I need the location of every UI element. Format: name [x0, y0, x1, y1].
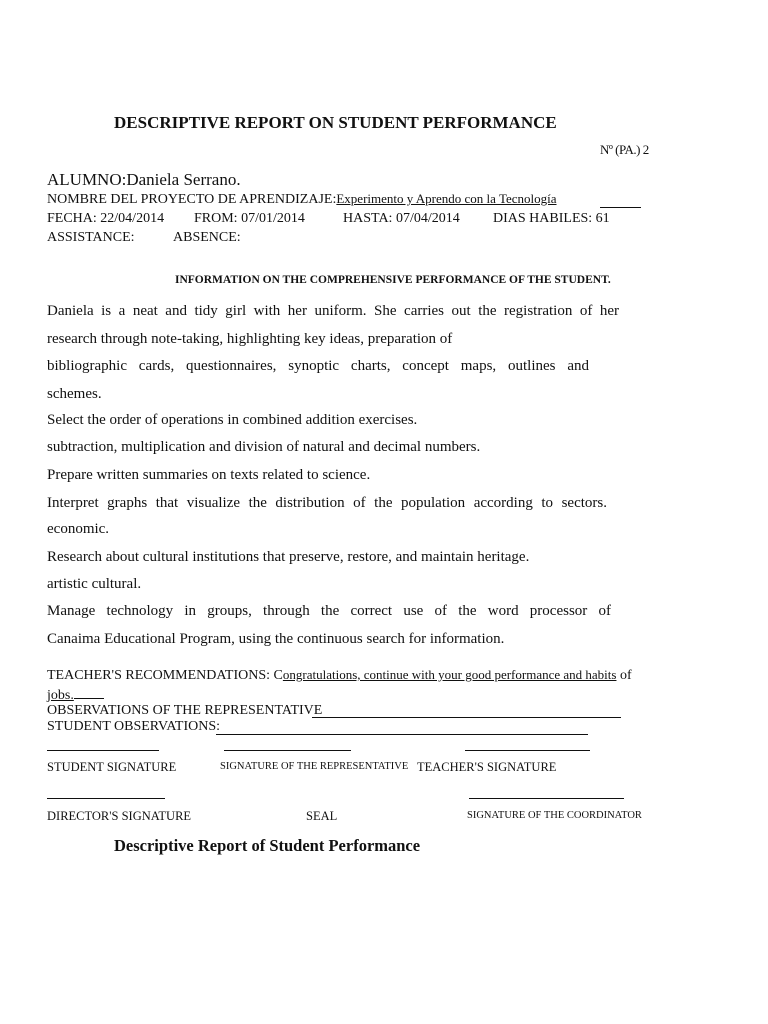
body-line: Interpret graphs that visualize the distribution of the population according to sectors. [47, 495, 607, 511]
report-title: DESCRIPTIVE REPORT ON STUDENT PERFORMANCE [114, 113, 557, 132]
recommendations-text: ongratulations, continue with your good performance and habits [282, 667, 617, 682]
student-name: Daniela Serrano. [126, 170, 241, 189]
body-line: schemes. [47, 386, 102, 402]
body-line: artistic cultural. [47, 576, 142, 592]
project-name: Experimento y Aprendo con la Tecnología [336, 191, 557, 206]
teacher-signature-line [465, 750, 590, 751]
footer-title: Descriptive Report of Student Performance [114, 836, 421, 855]
recommendations-label: TEACHER'S RECOMMENDATIONS: C [47, 668, 283, 683]
recommendations-fill [74, 685, 104, 699]
absence-field: ABSENCE: [173, 230, 241, 245]
seal-label: SEAL [306, 809, 338, 823]
body-line: Research about cultural institutions that preserve, restore, and maintain heritage. [47, 549, 530, 565]
hasta-field: HASTA: 07/04/2014 [343, 211, 460, 226]
document-number: Nº (PA.) 2 [600, 142, 649, 157]
observations-student-fill [216, 734, 588, 735]
coordinator-signature-line [469, 798, 624, 799]
body-line: Prepare written summaries on texts related to science. [47, 467, 371, 483]
director-signature-line [47, 798, 165, 799]
body-line: Manage technology in groups, through the correct use of the word processor of [47, 603, 611, 619]
student-label: ALUMNO: [47, 170, 127, 189]
fecha-field: FECHA: 22/04/2014 [47, 211, 165, 226]
body-line: research through note-taking, highlighting key ideas, preparation of [47, 331, 453, 347]
project-line [47, 191, 557, 208]
recommendations-tail: of [619, 668, 632, 683]
representative-signature-line [224, 750, 351, 751]
observations-student-line [47, 719, 220, 735]
from-field: FROM: 07/01/2014 [194, 211, 305, 226]
project-label: NOMBRE DEL PROYECTO DE APRENDIZAJE: [47, 192, 337, 207]
section-heading: INFORMATION ON THE COMPREHENSIVE PERFORMANCE OF THE STUDENT. [175, 274, 611, 286]
student-signature-line [47, 750, 159, 751]
observations-representative-line [47, 703, 322, 719]
coordinator-signature-label: SIGNATURE OF THE COORDINATOR [467, 810, 642, 821]
body-line: bibliographic cards, questionnaires, synoptic charts, concept maps, outlines and [47, 358, 589, 374]
recommendations-continuation [47, 685, 104, 704]
observations-representative-fill [312, 717, 621, 718]
body-line: Select the order of operations in combined addition exercises. [47, 412, 418, 428]
observations-student-label: STUDENT OBSERVATIONS: [47, 719, 220, 734]
student-signature-label: STUDENT SIGNATURE [47, 760, 177, 774]
project-underline-tail [600, 207, 641, 208]
assistance-field: ASSISTANCE: [47, 230, 135, 245]
observations-representative-label: OBSERVATIONS OF THE REPRESENTATIVE [47, 703, 323, 718]
body-line: Daniela is a neat and tidy girl with her uniform. She carries out the registration of her [47, 303, 619, 319]
recommendations-line [47, 667, 632, 684]
body-line: economic. [47, 521, 110, 537]
body-line: subtraction, multiplication and division of natural and decimal numbers. [47, 439, 481, 455]
body-line: Canaima Educational Program, using the continuous search for information. [47, 631, 505, 647]
director-signature-label: DIRECTOR'S SIGNATURE [47, 809, 192, 823]
recommendations-line2: jobs. [47, 688, 74, 703]
student-line [47, 170, 241, 190]
teacher-signature-label: TEACHER'S SIGNATURE [417, 760, 557, 774]
representative-signature-label: SIGNATURE OF THE REPRESENTATIVE [220, 761, 409, 772]
dias-habiles-field: DIAS HABILES: 61 [493, 211, 610, 226]
